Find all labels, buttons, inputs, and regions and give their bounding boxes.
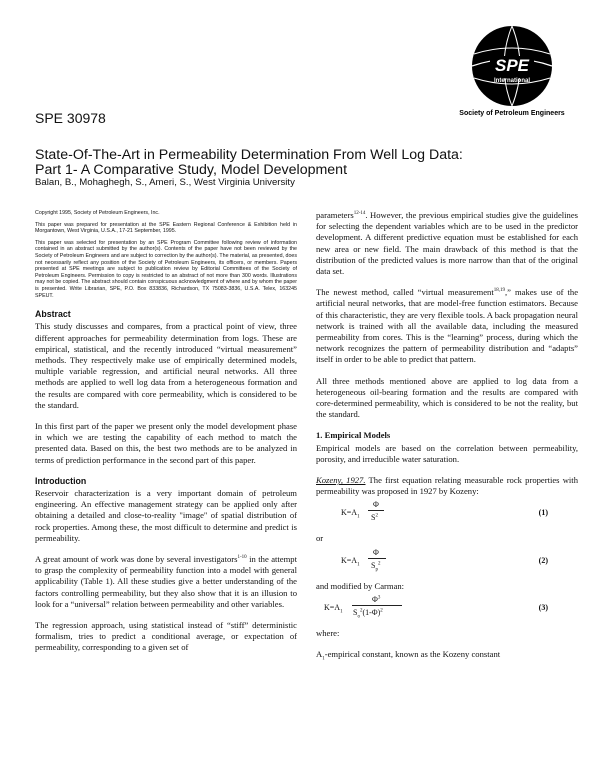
equation-3-number: (3) [538, 602, 548, 612]
paper-number: SPE 30978 [35, 110, 106, 126]
intro-paragraph-3: The regression approach, using statistical instead of “stiff” deterministic formalism, tries to predict a conditional average, or expectation of permeability, corresponding to a given set of [35, 620, 297, 653]
kozeny-label: Kozeny, 1927. [316, 475, 366, 486]
section-1-paragraph: Empirical models are based on the correlation between permeability, porosity, and irreducible water saturation. [316, 442, 578, 464]
kozeny-paragraph: Kozeny, 1927. The first equation relating measurable rock properties with permeability was proposed in 1927 by Kozeny: [316, 475, 578, 497]
copyright-line: Copyright 1995, Society of Petroleum Engineers, Inc. [35, 210, 160, 216]
logo-sub: International [493, 78, 531, 84]
abstract-paragraph-1: This study discusses and compares, from a practical point of view, three different approaches for permeability determination from logs. These are empirical, statistical, and the recently introduced “virtual measurement” methods. They respectively make use of empirically determined models, multiple variable regression, and artificial neural networks. All three methods are applied to well log data from a heterogeneous formation and the results are compared with core permeability, which is considered to be the standard. [35, 321, 297, 410]
right-paragraph-1: parameters$^{12-14}$. However, the previous empirical studies give the guidelines for selecting the dependent variables which are to be used in the predictor development. A different predictive equation must be established for each new area or new field. The main drawback of this method is that the distribution of the predicted values is more narrow than that of the original data set. [316, 210, 578, 277]
carman-text: and modified by Carman: [316, 580, 405, 591]
intro-paragraph-2: A great amount of work was done by several investigators$^{1-10}$ in the attempt to grasp the complexity of permeability function into a model with general applicability (Table 1). All these studies give a better understanding of the factors controlling permeability, but they also show that it is an illusion to look for a “universal” relation between permeability and other variables. [35, 553, 297, 609]
logo-abbrev: SPE [494, 56, 530, 75]
paper-title [35, 148, 575, 178]
title-line-1: State-Of-The-Art in Permeability Determination From Well Log Data: [35, 147, 463, 163]
equation-3: $K=A_1$ $\Phi^3$ $S_o^2(1-\Phi)^2$ (3) [324, 594, 548, 620]
paper-authors: Balan, B., Mohaghegh, S., Ameri, S., West Virginia University [35, 177, 295, 188]
introduction-heading: Introduction [35, 475, 87, 486]
section-1-heading: 1. Empirical Models [316, 430, 391, 441]
equation-1: $K=A_1$ Φ $S^2$ (1) [341, 500, 548, 523]
a1-definition: $A_1$-empirical constant, known as the Kozeny constant [316, 649, 501, 662]
right-paragraph-2: The newest method, called “virtual measurement$^{18,19}$,” makes use of the artificial neural networks, that are model-free function estimators. Because of this characteristic, they are very flexible tools. A back propagation neural network is trained with all the available data, including the measured permeability from cores. This is the “learning” process, during which the network recognizes the pattern of permeability distribution and “adapts” itself in order to be able to predict that pattern. [316, 287, 579, 365]
abstract-heading: Abstract [35, 309, 71, 320]
title-line-2: Part 1- A Comparative Study, Model Development [35, 162, 348, 178]
equation-1-number: (1) [538, 508, 548, 518]
spe-logo [452, 22, 572, 117]
right-column [316, 210, 578, 660]
logo-society: Society of Petroleum Engineers [459, 110, 565, 117]
left-column [35, 210, 297, 654]
where-text: where: [316, 627, 340, 638]
intro-paragraph-1: Reservoir characterization is a very important domain of petroleum engineering. An effective management strategy can be applied only after obtaining a detailed and close-to-reality "image" of spatial distribution of rock properties. Among these, the most difficult to determine and predict is permeability. [35, 487, 297, 543]
copyright-selection: This paper was selected for presentation by an SPE Program Committee following review of information contained in an abstract submitted by the author(s). Contents of the paper have not been reviewed by the Society of Petroleum Engineers and are subject to correction by the author(s). The material, as presented, does not necessarily reflect any position of the Society of Petroleum Engineers, its officers, or members. Papers presented at SPE meetings are subject to publication review by Editorial Committees of the Society of Petroleum Engineers. Permission to copy is restricted to an abstract of not more than 300 words. Illustrations may not be copied. The abstract should contain conspicuous acknowledgment of where and by whom the paper is presented. Write Librarian, SPE, P.O. Box 833836, Richardson, TX 75083-3836, U.S.A. Telex, 163245 SPEUT. [35, 239, 297, 299]
or-text: or [316, 533, 324, 544]
copyright-prep: This paper was prepared for presentation at the SPE Eastern Regional Conference & Exhibition held in Morgantown, West Virginia, U.S.A., 17-21 September, 1995. [35, 221, 297, 235]
spe-globe-logo-icon [452, 22, 572, 117]
equation-2-number: (2) [538, 555, 548, 565]
equation-2: $K=A_1$ Φ $S_p^2$ (2) [341, 547, 548, 573]
abstract-paragraph-2: In this first part of the paper we present only the model development phase in which we are testing the capability of each method to match the presented data. Based on this, the best two methods are to be analyzed in terms of prediction performance in the second part of this paper. [35, 420, 297, 465]
right-paragraph-3: All three methods mentioned above are applied to log data from a heterogeneous oil-bearing formation and the results are compared with core-determined permeability, which is considered to be not the reality, but the standard. [316, 375, 578, 420]
